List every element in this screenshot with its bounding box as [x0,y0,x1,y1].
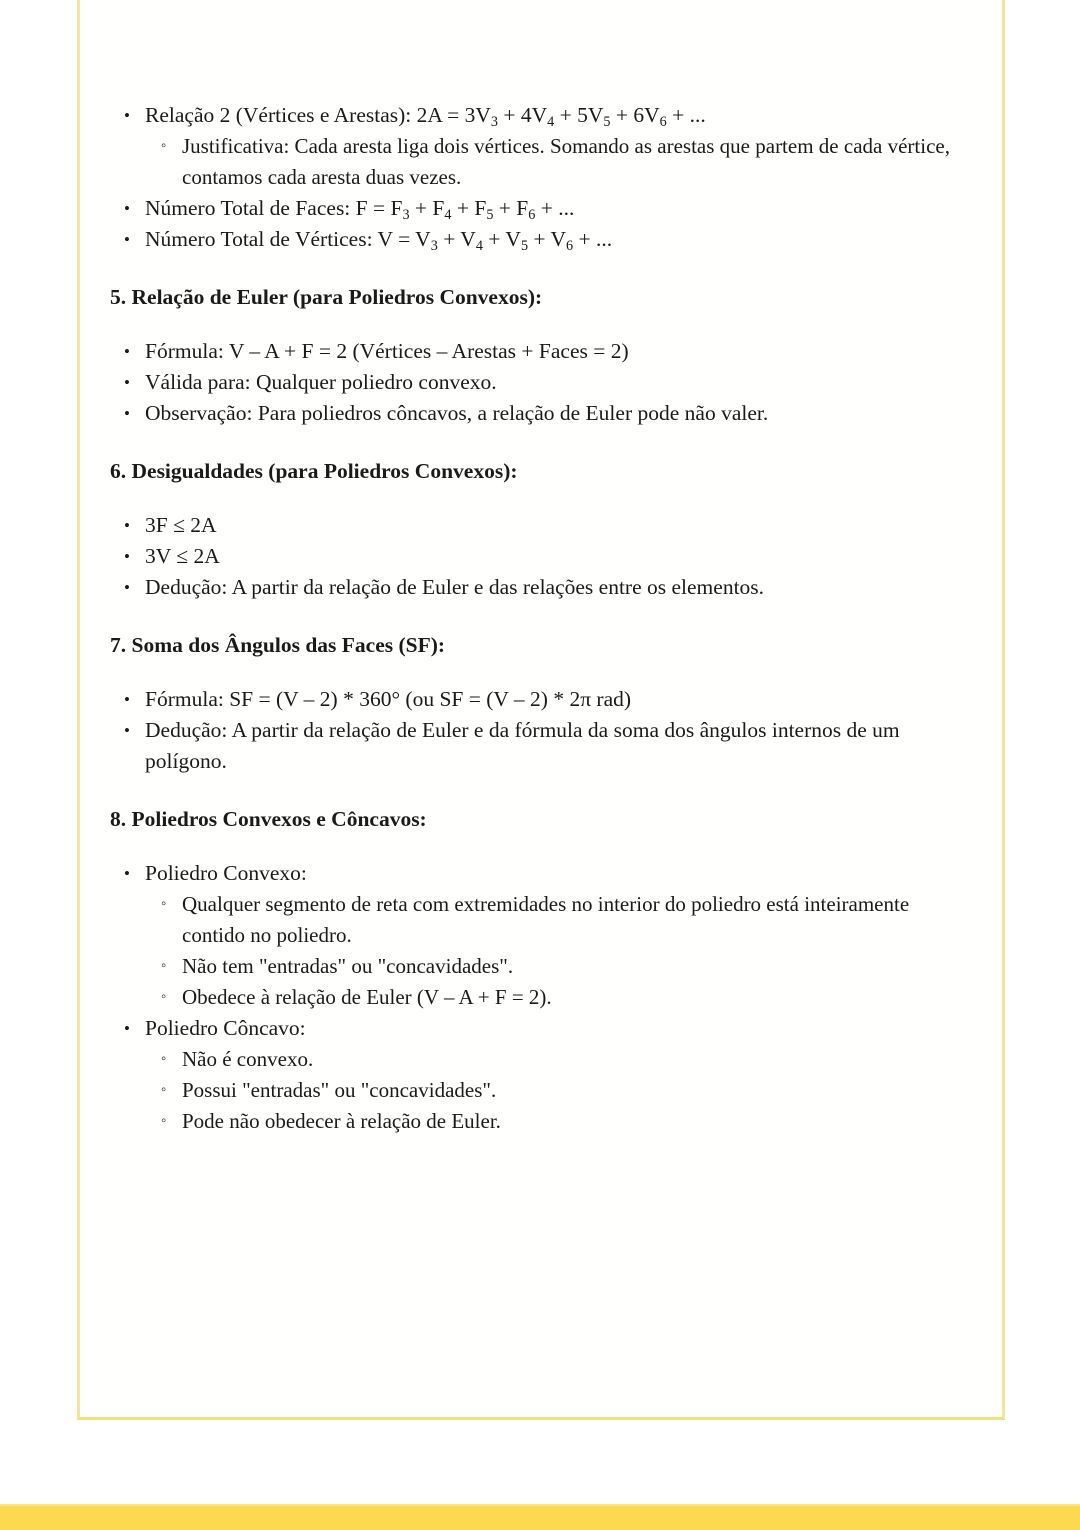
list-item [110,224,970,255]
list-item [110,951,970,982]
spacer [110,603,970,630]
section-heading-5: 5. Relação de Euler (para Poliedros Convexos): [110,285,543,309]
bullet-disc-icon: • [124,547,130,566]
list-item [110,1013,970,1044]
bullet-circle-icon: ◦ [161,1082,167,1098]
bullet-disc-icon: • [124,404,130,423]
section-heading-6: 6. Desigualdades (para Poliedros Convexos): [110,459,518,483]
list-item-text: Qualquer segmento de reta com extremidades no interior do poliedro está inteiramente contido no poliedro. [182,892,910,947]
list-item-text: Fórmula: V – A + F = 2 (Vértices – Arestas + Faces = 2) [145,339,629,363]
document-content [110,100,970,1137]
list-item [110,684,970,715]
list-item [110,336,970,367]
list-item [110,982,970,1013]
list-item-text: 3V ≤ 2A [145,544,220,568]
bullet-disc-icon: • [124,690,130,709]
spacer [110,255,970,282]
list-item [110,398,970,429]
bullet-disc-icon: • [124,373,130,392]
spacer [110,312,970,336]
list-item-text: Poliedro Côncavo: [145,1016,306,1040]
section8-list [110,858,970,1137]
bullet-circle-icon: ◦ [161,896,167,912]
list-item [110,131,970,193]
list-item-text: Não tem "entradas" ou "concavidades". [182,954,514,978]
bullet-disc-icon: • [124,106,130,125]
list-item [110,889,970,951]
spacer [110,834,970,858]
bullet-circle-icon: ◦ [161,958,167,974]
list-item [110,715,970,777]
list-item-text: Válida para: Qualquer poliedro convexo. [145,370,497,394]
section6-list [110,510,970,603]
list-item-text: Dedução: A partir da relação de Euler e da fórmula da soma dos ângulos internos de um polígono. [145,718,900,773]
spacer [110,660,970,684]
bullet-disc-icon: • [124,342,130,361]
spacer [110,777,970,804]
list-item-text: Justificativa: Cada aresta liga dois vértices. Somando as arestas que partem de cada vértice, contamos cada aresta duas vezes. [182,134,950,189]
list-item-text: Número Total de Vértices: $V = V_3 + V_4 + V_5 + V_6$ + ... [145,227,613,254]
bullet-disc-icon: • [124,1019,130,1038]
relations-list [110,100,970,255]
bullet-disc-icon: • [124,516,130,535]
list-item [110,572,970,603]
list-item-text: 3F ≤ 2A [145,513,217,537]
bullet-circle-icon: ◦ [161,138,167,154]
list-item-text: Relação 2 (Vértices e Arestas): $2A = 3V_3 + 4V_4 + 5V_5 + 6V_6$ + ... [145,103,706,130]
bullet-disc-icon: • [124,199,130,218]
list-item-text: Poliedro Convexo: [145,861,307,885]
list-item [110,367,970,398]
list-item-text: Observação: Para poliedros côncavos, a relação de Euler pode não valer. [145,401,769,425]
bullet-disc-icon: • [124,578,130,597]
list-item-text: Dedução: A partir da relação de Euler e das relações entre os elementos. [145,575,765,599]
list-item [110,193,970,224]
list-item [110,510,970,541]
list-item [110,858,970,889]
bullet-disc-icon: • [124,230,130,249]
spacer [110,486,970,510]
section-heading-8: 8. Poliedros Convexos e Côncavos: [110,807,427,831]
list-item-text: Pode não obedecer à relação de Euler. [182,1109,501,1133]
bullet-disc-icon: • [124,721,130,740]
bullet-circle-icon: ◦ [161,1113,167,1129]
list-item [110,100,970,131]
list-item [110,1075,970,1106]
section-heading-7: 7. Soma dos Ângulos das Faces (SF): [110,633,446,657]
list-item [110,1044,970,1075]
list-item-text: Não é convexo. [182,1047,314,1071]
list-item [110,1106,970,1137]
spacer [110,429,970,456]
bullet-circle-icon: ◦ [161,989,167,1005]
section5-list [110,336,970,429]
bullet-circle-icon: ◦ [161,1051,167,1067]
section7-list [110,684,970,777]
bullet-disc-icon: • [124,864,130,883]
list-item-text: Fórmula: SF = (V – 2) * 360° (ou SF = (V – 2) * 2π rad) [145,687,632,711]
list-item-text: Possui "entradas" ou "concavidades". [182,1078,497,1102]
list-item [110,541,970,572]
footer-bar [0,1504,1080,1530]
list-item-text: Número Total de Faces: $F = F_3 + F_4 + F_5 + F_6$ + ... [145,196,575,223]
list-item-text: Obedece à relação de Euler (V – A + F = 2). [182,985,552,1009]
